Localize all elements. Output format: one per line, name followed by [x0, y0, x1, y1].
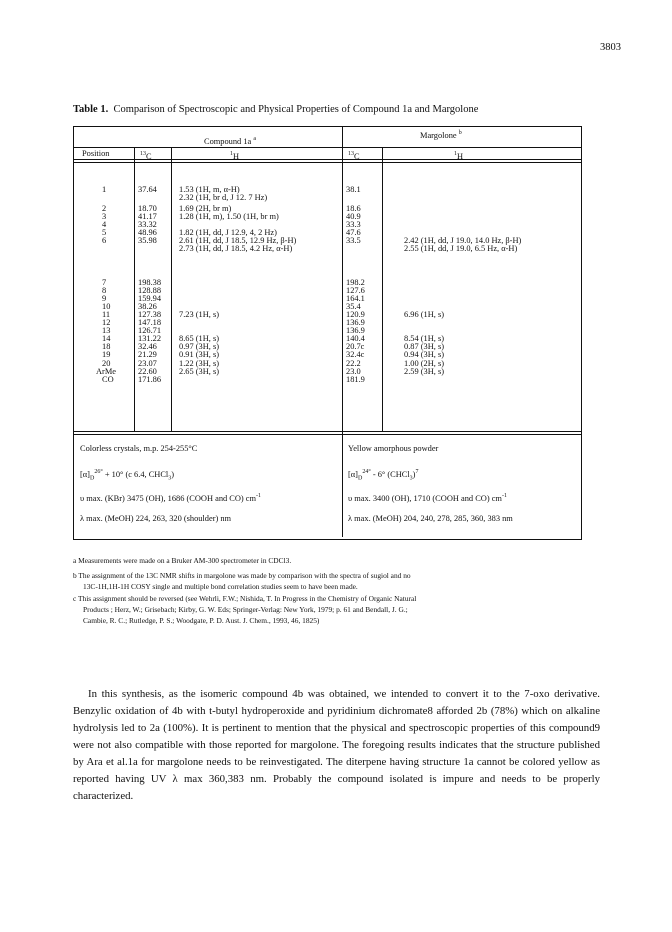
cell-h1: 2.32 (1H, br d, J 12. 7 Hz): [179, 193, 268, 203]
cell-c13: 35.98: [138, 236, 157, 245]
cell-h1: 0.91 (3H, s): [179, 350, 220, 359]
cell-position: 13: [102, 326, 111, 335]
column-header-c13: $^{13}$C: [140, 151, 152, 161]
group-header-compound: Compound 1a $^a$: [204, 136, 256, 146]
column-header-h1-margolone: $^1$H: [454, 151, 464, 161]
property-margolone: $[\alpha]_D^{24^\circ} - 6^\circ$ (CHCl$_3$)$^7$: [348, 469, 419, 482]
cell-position: 20: [102, 359, 111, 368]
caption-text: Comparison of Spectroscopic and Physical Properties of Compound 1a and Margolone: [113, 104, 479, 115]
cell-c13: 21.29: [138, 350, 157, 359]
cell-c13: 131.22: [138, 334, 162, 343]
cell-margolone-c13: 40.9: [346, 212, 361, 221]
cell-position: 6: [102, 236, 107, 245]
footnote-b-cont: 13C-1H,1H-1H COSY single and multiple bond correlation studies seem to have been made.: [83, 582, 358, 591]
comparison-table: [73, 126, 582, 540]
cell-margolone-c13: 38.1: [346, 185, 361, 194]
cell-position: 7: [102, 278, 107, 287]
cell-margolone-c13: 136.9: [346, 326, 365, 335]
cell-h1: 1.22 (3H, s): [179, 359, 220, 368]
cell-position: 10: [102, 302, 111, 311]
cell-h1: 1.69 (2H, br m): [179, 204, 232, 213]
cell-margolone-c13: 33.3: [346, 220, 361, 229]
property-compound: $[\alpha]_D^{26^\circ} + 10^\circ$ (c 6.4, CHCl$_3$): [80, 469, 175, 482]
cell-h1: 1.82 (1H, dd, J 12.9, 4, 2 Hz): [179, 228, 277, 237]
cell-margolone-c13: 23.0: [346, 367, 361, 376]
cell-position: 9: [102, 294, 107, 303]
cell-position: ArMe: [96, 367, 117, 376]
cell-margolone-c13: 47.6: [346, 228, 361, 237]
cell-c13: 198.38: [138, 278, 162, 287]
cell-margolone-h1: 6.96 (1H, s): [404, 310, 445, 319]
cell-margolone-c13: 18.6: [346, 204, 361, 213]
cell-h1: 1.28 (1H, m), 1.50 (1H, br m): [179, 212, 279, 221]
body-paragraph: In this synthesis, as the isomeric compound 4b was obtained, we intended to convert it to the 7-oxo derivative. Benzylic oxidation of 4b with t-butyl hydroperoxide and pyridinium dichromate8 afforded 2b (78%) which on alkaline hydrolysis led to 2a (100%). It is pertinent to mention that the physical and spectroscopic properties of this compound9 were not also compatible with those reported for margolone. The foregoing results indicates that the structure published by Ara et al.1a for margolone needs to be reinvestigated. The diterpene having structure 1a cannot be colored yellow as reported having UV λ max 360,383 nm. Probably the compound isolated is impure and needs to be properly characterized.: [73, 688, 600, 802]
cell-position: CO: [102, 375, 114, 384]
cell-c13: 37.64: [138, 185, 157, 194]
footnote-c-cont1: Products ; Herz, W.; Grisebach; Kirby, G. W. Eds; Springer-Verlag: New York, 1979; p. 61 and Bendall, J. G.;: [83, 605, 408, 614]
footnote-b: b The assignment of the 13C NMR shifts in margolone was made by comparison with the spectra of sugiol and no: [73, 571, 411, 580]
property-margolone: λ max. (MeOH) 204, 240, 278, 285, 360, 383 nm: [348, 514, 513, 523]
cell-c13: 23.07: [138, 359, 157, 368]
cell-position: 5: [102, 228, 107, 237]
cell-position: 19: [102, 350, 111, 359]
cell-margolone-c13: 164.1: [346, 294, 365, 303]
cell-position: 14: [102, 334, 111, 343]
cell-c13: 22.60: [138, 367, 157, 376]
table-caption: [73, 104, 478, 115]
cell-margolone-c13: 198.2: [346, 278, 365, 287]
cell-h1: 1.53 (1H, m, α-H): [179, 185, 240, 194]
cell-margolone-c13: 127.6: [346, 286, 365, 295]
property-compound: Colorless crystals, m.p. 254-255°C: [80, 444, 198, 453]
page-number: 3803: [600, 42, 621, 53]
column-header-position: Position: [82, 149, 110, 158]
cell-c13: 32.46: [138, 342, 157, 351]
cell-margolone-h1: 2.42 (1H, dd, J 19.0, 14.0 Hz, β-H): [404, 236, 522, 245]
cell-margolone-c13: 140.4: [346, 334, 365, 343]
cell-c13: 33.32: [138, 220, 157, 229]
cell-h1: 8.65 (1H, s): [179, 334, 220, 343]
cell-position: 4: [102, 220, 107, 229]
cell-c13: 38.26: [138, 302, 157, 311]
footnote-a: a Measurements were made on a Bruker AM-300 spectrometer in CDCl3.: [73, 556, 292, 565]
group-header-margolone: Margolone $^b$: [420, 130, 462, 140]
cell-c13: 48.96: [138, 228, 157, 237]
cell-margolone-c13: 181.9: [346, 375, 365, 384]
cell-margolone-c13: 120.9: [346, 310, 365, 319]
cell-h1: 0.97 (3H, s): [179, 342, 220, 351]
footnote-c-cont2: Cambie, R. C.; Rutledge, P. S.; Woodgate, P. D. Aust. J. Chem., 1993, 46, 1825): [83, 616, 320, 625]
property-compound: λ max. (MeOH) 224, 263, 320 (shoulder) nm: [80, 514, 232, 523]
cell-c13: 127.38: [138, 310, 162, 319]
cell-margolone-c13: 33.5: [346, 236, 361, 245]
cell-position: 8: [102, 286, 107, 295]
cell-h1: 2.73 (1H, dd, J 18.5, 4.2 Hz, α-H): [179, 244, 293, 254]
body-text: [73, 686, 600, 805]
cell-margolone-h1: 2.59 (3H, s): [404, 367, 445, 376]
property-margolone: υ max. 3400 (OH), 1710 (COOH and CO) $cm^{-1}$: [348, 493, 507, 503]
cell-margolone-h1: 0.94 (3H, s): [404, 350, 445, 359]
cell-position: 11: [102, 310, 111, 319]
cell-c13: 128.88: [138, 286, 162, 295]
footnote-c: c This assignment should be reversed (see Wehrli, F.W.; Nishida, T. In Progress in the Chemistry of Organic Natural: [73, 594, 417, 603]
property-margolone: Yellow amorphous powder: [348, 444, 439, 453]
cell-position: 18: [102, 342, 111, 351]
cell-margolone-c13: 22.2: [346, 359, 361, 368]
cell-margolone-c13: 20.7c: [346, 342, 365, 351]
cell-margolone-h1: 2.55 (1H, dd, J 19.0, 6.5 Hz, α-H): [404, 244, 518, 254]
cell-margolone-h1: 0.87 (3H, s): [404, 342, 445, 351]
cell-h1: 7.23 (1H, s): [179, 310, 220, 319]
column-header-c13-margolone: $^{13}$C: [348, 151, 360, 161]
cell-h1: 2.65 (3H, s): [179, 367, 220, 376]
cell-margolone-c13: 35.4: [346, 302, 361, 311]
cell-margolone-h1: 8.54 (1H, s): [404, 334, 445, 343]
column-header-h1: $^1$H: [230, 151, 240, 161]
cell-position: 2: [102, 204, 107, 213]
cell-h1: 2.61 (1H, dd, J 18.5, 12.9 Hz, β-H): [179, 236, 297, 245]
cell-position: 12: [102, 318, 111, 327]
cell-position: 3: [102, 212, 107, 221]
property-compound: υ max. (KBr) 3475 (OH), 1686 (COOH and CO) $cm^{-1}$: [80, 493, 262, 503]
cell-margolone-h1: 1.00 (2H, s): [404, 359, 445, 368]
cell-c13: 159.94: [138, 294, 162, 303]
caption-label: Table 1.: [73, 104, 109, 115]
cell-margolone-c13: 136.9: [346, 318, 365, 327]
cell-c13: 41.17: [138, 212, 157, 221]
cell-c13: 126.71: [138, 326, 162, 335]
cell-c13: 171.86: [138, 375, 162, 384]
cell-c13: 18.70: [138, 204, 157, 213]
cell-margolone-c13: 32.4c: [346, 350, 365, 359]
cell-position: 1: [102, 185, 107, 194]
cell-c13: 147.18: [138, 318, 162, 327]
